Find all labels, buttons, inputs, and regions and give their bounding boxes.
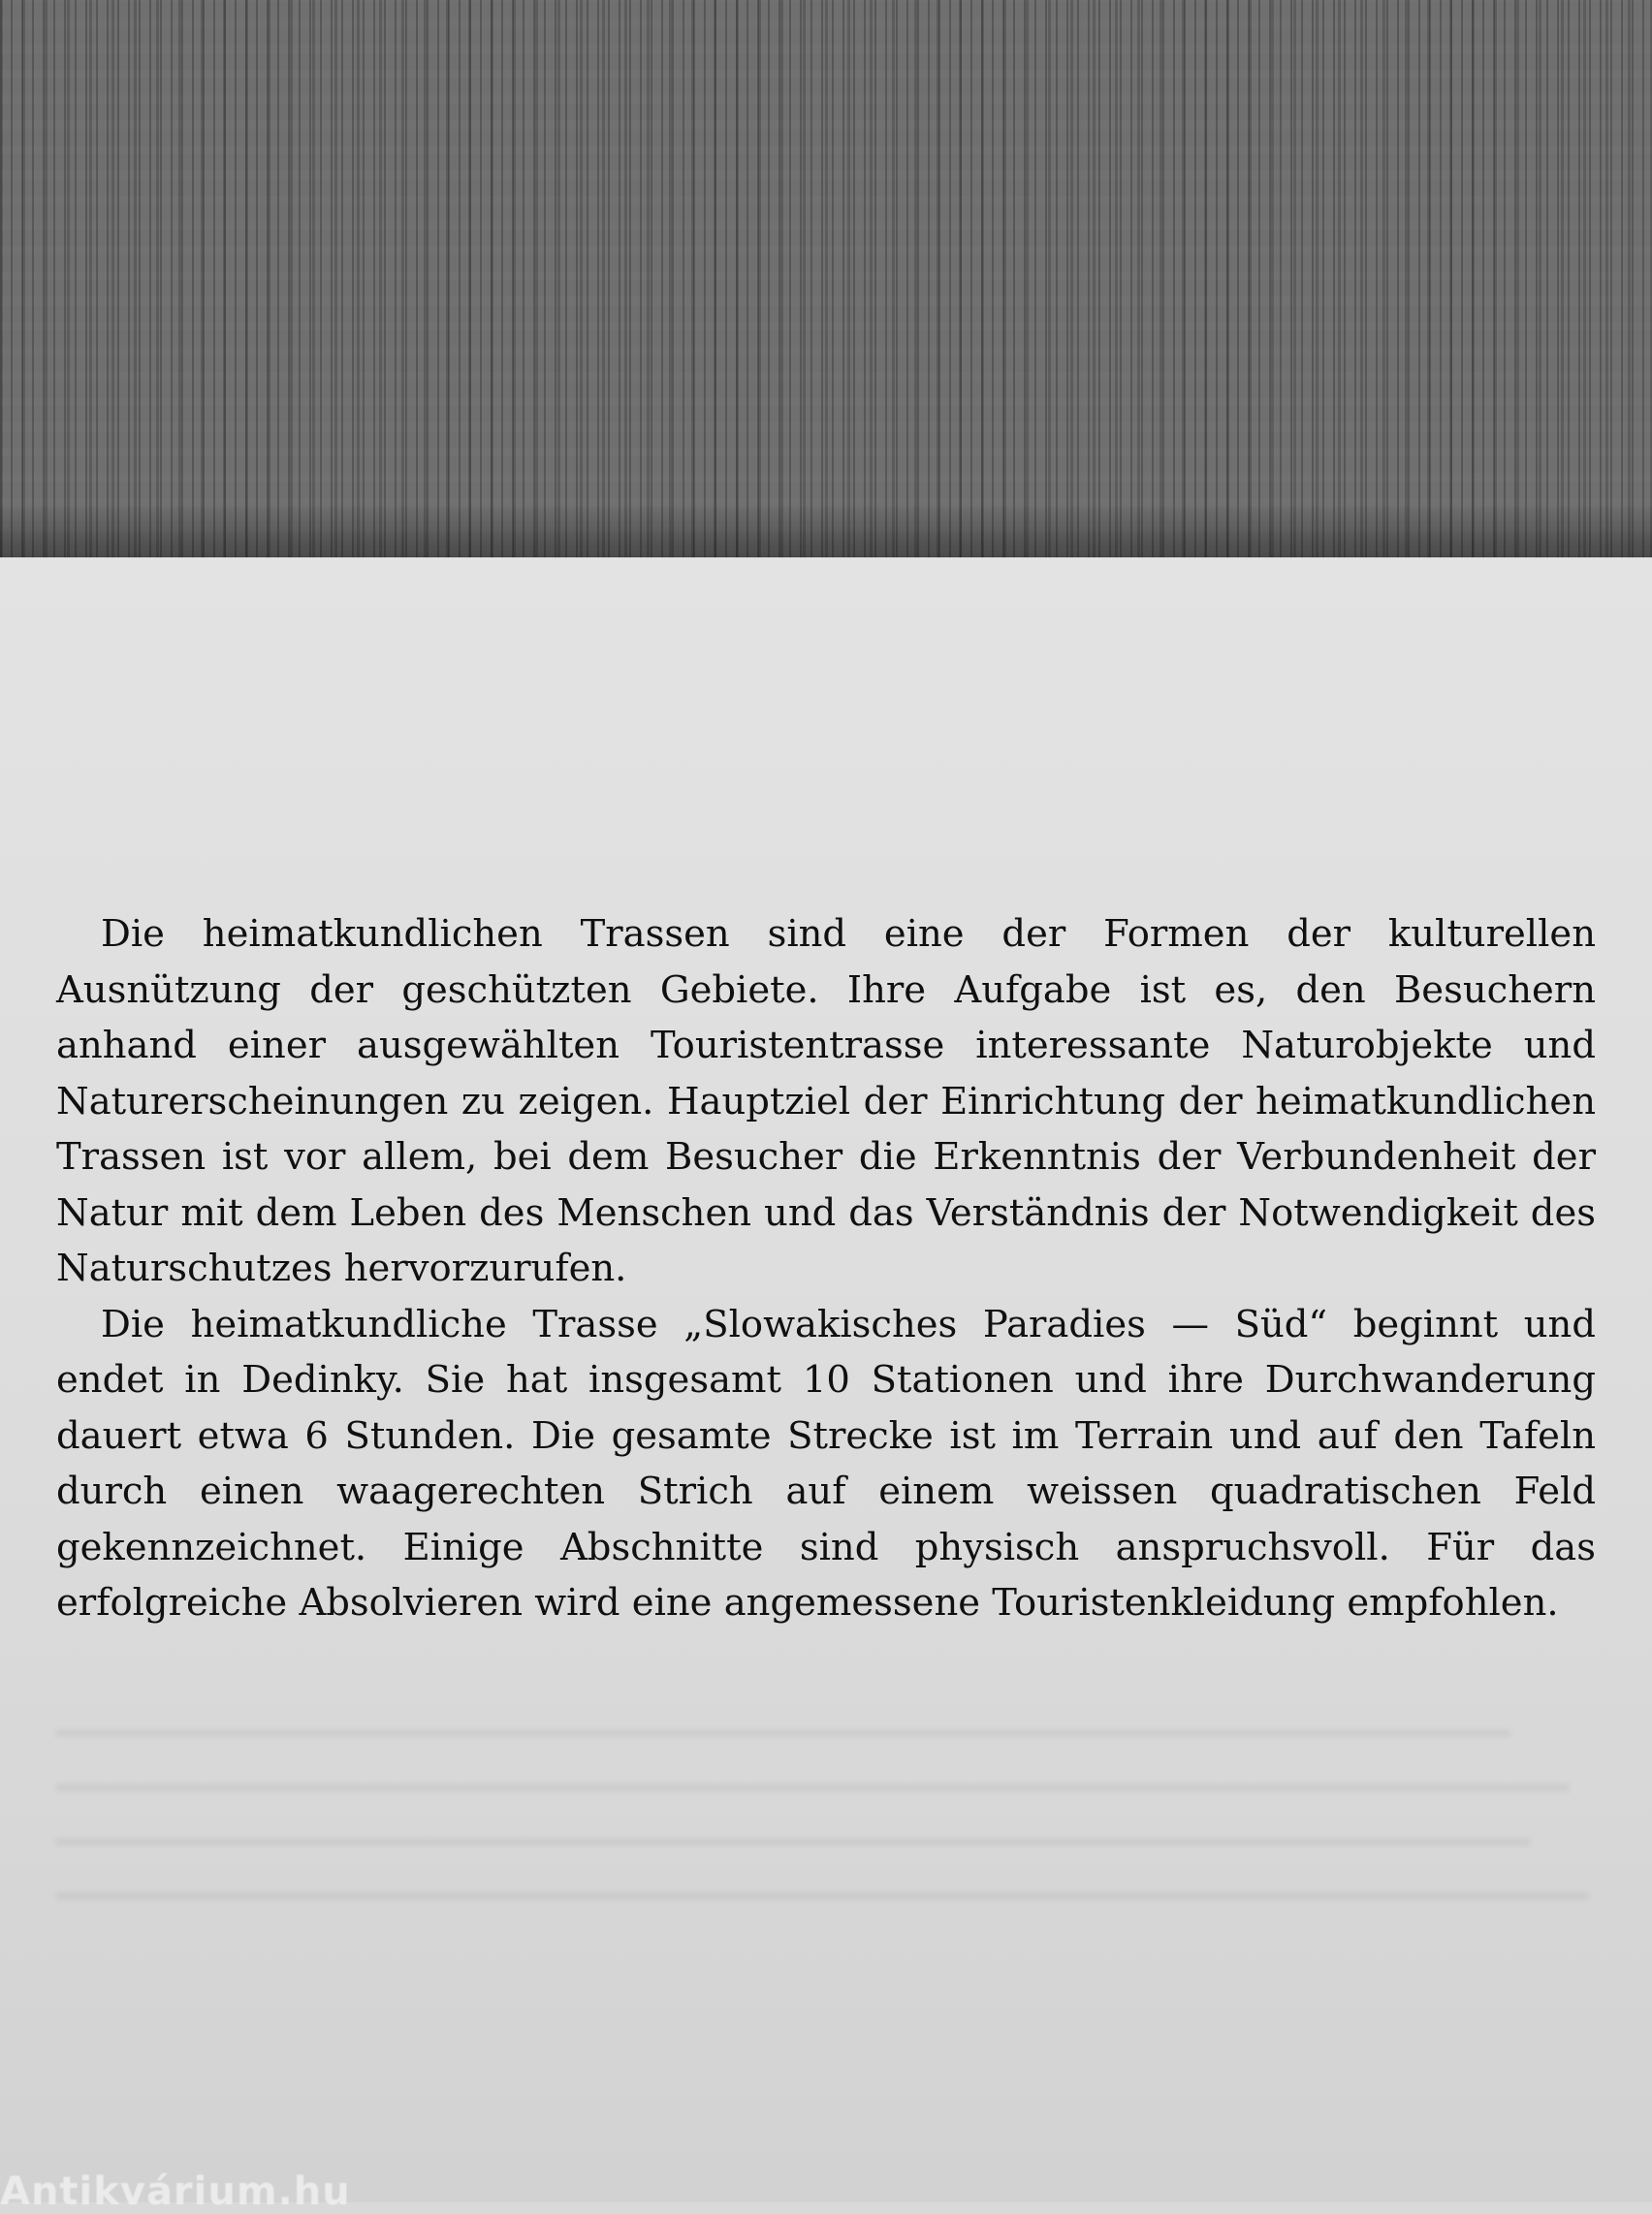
- wood-backdrop: [0, 0, 1652, 557]
- paragraph-2: Die heimatkundliche Trasse „Slowakisches Paradies — Süd“ beginnt und endet in Dedinky. Sie hat insgesamt 10 Stationen und ihre Durchwanderung dauert etwa 6 Stunden. Die gesamte Strecke ist im Terrain und auf den Tafeln durch einen waagerechten Strich auf einem weissen quadratischen Feld gekennzeichnet. Einige Abschnitte sind physisch anspruchsvoll. Für das erfolgreiche Absolvieren wird eine angemessene Touristenkleidung empfohlen.: [56, 1302, 1596, 1625]
- page-edge-shadow: [0, 504, 1652, 557]
- body-text: [56, 906, 1596, 1631]
- watermark: Antikvárium.hu: [0, 2169, 351, 2214]
- bleed-through-ghost: [56, 1706, 1596, 1997]
- paragraph-1: Die heimatkundlichen Trassen sind eine der Formen der kulturellen Ausnützung der geschützten Gebiete. Ihre Aufgabe ist es, den Besuchern anhand einer ausgewählten Touristentrasse interessante Naturobjekte und Naturerscheinungen zu zeigen. Hauptziel der Einrichtung der heimatkundlichen Trassen ist vor allem, bei dem Besucher die Erkenntnis der Verbundenheit der Natur mit dem Leben des Menschen und das Verständnis der Notwendigkeit des Naturschutzes hervorzurufen.: [56, 912, 1596, 1290]
